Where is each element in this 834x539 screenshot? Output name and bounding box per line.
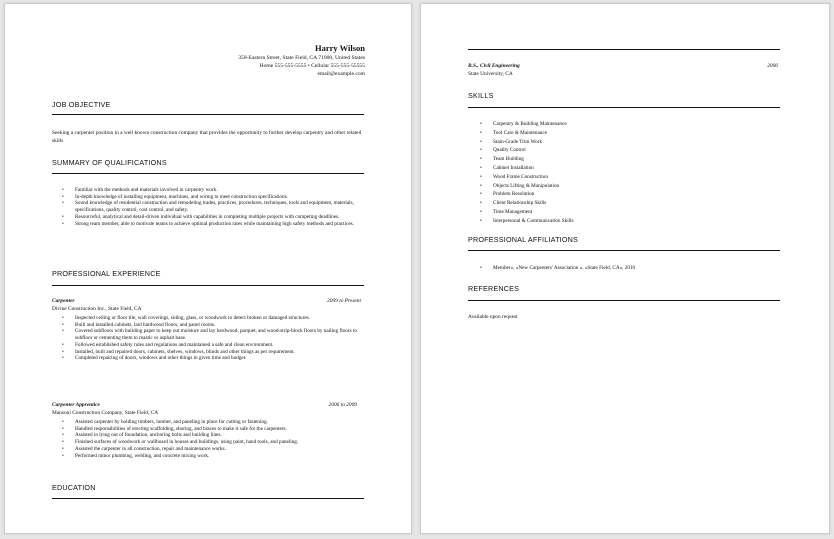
degree: B.S., Civil Engineering (468, 63, 520, 69)
list-item: • Assisted in lying out of foundation, anchoring bolts and building lines. (62, 432, 366, 439)
job-duties-list (62, 419, 366, 459)
section-divider (468, 300, 780, 301)
section-divider (468, 49, 780, 50)
list-item: • Covered subfloors with building paper to keep out moisture and lay hardwood, parquet, and wood-strip-block floors by nailing floors to subfloor or cementing them to mastic or asphalt base. (62, 328, 366, 341)
affiliations-heading: PROFESSIONAL AFFILIATIONS (468, 235, 579, 244)
list-item: • Time Management (480, 208, 780, 217)
section-divider (52, 285, 364, 286)
list-item: • Tool Care & Maintenance (480, 129, 780, 138)
references-text: Available upon request (468, 314, 518, 320)
list-item: • Followed established safety rules and regulations and maintained a safe and clean environment. (62, 342, 366, 349)
list-item: • Finished surfaces of woodwork or wallboard in houses and buildings, using paint, hand tools, and paneling. (62, 439, 366, 446)
list-item: • Team Building (480, 155, 780, 164)
list-item: • Familiar with the methods and materials involved in carpentry work. (62, 187, 366, 194)
list-item: • Sound knowledge of residential construction and remodeling trades, practices, procedures, techniques, tools and equipment, materials, specifications, quality control, cost control, and safety. (62, 200, 366, 213)
list-item: • Interpersonal & Communication Skills (480, 217, 780, 226)
graduation-year: 2006 (767, 63, 778, 69)
list-item: • Installed, built and repaired doors, cabinets, shelves, windows, blinds and other things as per requirement. (62, 349, 366, 356)
list-item: • Client Relationship Skills (480, 199, 780, 208)
list-item: • Problem Resolution (480, 190, 780, 199)
list-item: • Performed minor plumbing, welding, and concrete mixing work. (62, 453, 366, 460)
list-item: • Completed repairing of doors, windows and other things in given time and budget. (62, 355, 366, 362)
education-heading: EDUCATION (52, 483, 96, 492)
job-dates: 2006 to 2009 (328, 402, 357, 408)
section-divider (52, 498, 364, 499)
list-item: • Strong team member, able to motivate teams to achieve optimal production rates while maintaining high safety methods and practices. (62, 221, 366, 228)
list-item: • Stain-Grade Trim Work (480, 138, 780, 147)
list-item: • Objects Lifting & Manipulation (480, 182, 780, 191)
list-item: • Wood Frame Construction (480, 173, 780, 182)
list-item: • Resourceful, analytical and detail-driven individual with capabilities in completing multiple projects with competing deadlines. (62, 214, 366, 221)
resume-page-2 (420, 3, 830, 534)
summary-list (62, 187, 366, 227)
job-company: Mansoni Construction Company, State Field, CA (52, 410, 159, 416)
resume-page-1 (4, 3, 412, 534)
list-item: • Quality Control (480, 146, 780, 155)
experience-heading: PROFESSIONAL EXPERIENCE (52, 269, 161, 278)
list-item: • Assisted the carpenter in all construction, repair and maintenance works. (62, 446, 366, 453)
job-title: Carpenter (52, 298, 75, 304)
list-item: • Handled responsibilities of erecting scaffolding, shoring, and braces to make it safe for the carpenters. (62, 426, 366, 433)
phone-numbers: Home 555-555-5555 • Cellular 555-555-55555 (259, 63, 365, 70)
list-item: • Built and installed cabinets, laid hardwood floors, and panel rooms. (62, 322, 366, 329)
applicant-name: Harry Wilson (315, 43, 365, 53)
section-divider (52, 173, 364, 174)
contact-header (238, 43, 365, 79)
affiliations-list (480, 265, 780, 272)
job-title: Carpenter Apprentice (52, 402, 100, 408)
list-item: • In-depth knowledge of installing equipment, machines, and wiring to meet construction specifications. (62, 194, 366, 201)
list-item: • Member», «New Carpenters' Association », «State Field, CA», 2010 (480, 265, 780, 272)
section-divider (52, 114, 364, 115)
job-duties-list (62, 315, 366, 362)
list-item: • Assisted carpenter by holding timbers, lumber, and paneling in place for cutting or fastening. (62, 419, 366, 426)
section-divider (468, 107, 780, 108)
job-objective-heading: JOB OBJECTIVE (52, 100, 111, 109)
skills-list (480, 120, 780, 226)
email: email@example.com (317, 71, 365, 78)
school: State University, CA (468, 71, 513, 77)
skills-heading: SKILLS (468, 91, 494, 100)
references-heading: REFERENCES (468, 284, 520, 293)
address: 358-Eastern Street, State Field, CA 71000, United States (238, 55, 365, 61)
job-company: Divine Construction Inc., State Field, CA (52, 306, 142, 312)
list-item: • Inspected ceiling or floor tile, wall coverings, siding, glass, or woodwork to detect broken or damaged structures. (62, 315, 366, 322)
section-divider (468, 250, 780, 251)
job-dates: 2009 to Present (327, 298, 361, 304)
list-item: • Carpentry & Building Maintenance (480, 120, 780, 129)
summary-heading: SUMMARY OF QUALIFICATIONS (52, 158, 167, 167)
list-item: • Cabinet Installation (480, 164, 780, 173)
job-objective-text: Seeking a carpenter position in a well known construction company that provides the opportunity to further develop carpentry and other related skills (52, 130, 362, 145)
